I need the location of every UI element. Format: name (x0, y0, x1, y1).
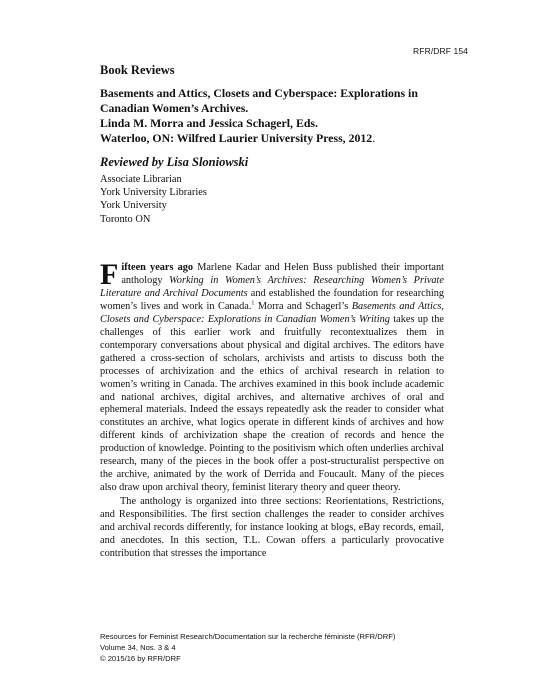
book-editors: Linda M. Morra and Jessica Schagerl, Eds. (100, 116, 318, 130)
opening-phrase: ifteen years ago (121, 262, 194, 273)
publisher-period: . (372, 131, 376, 145)
footer-copyright: © 2015/16 by RFR/DRF (100, 654, 181, 663)
reviewer-name: Reviewed by Lisa Sloniowski (100, 155, 249, 169)
text-run: and established the foundation for researching women’s lives and work in Canada. (100, 287, 445, 312)
footnote-ref: 1 (251, 300, 255, 307)
book-title-italic: Basements and Attics, Closets and Cyberspace: Explorations in Canadian Women’s Writing (100, 300, 444, 325)
paragraph-1 (100, 258, 445, 495)
book-title-italic: Working in Women’s Archives: Researching Women’s Private Literature and Archival Documents (100, 274, 444, 299)
text-run: Morra and Schagerl’s (254, 300, 352, 312)
publisher-text: Waterloo, ON: Wilfred Laurier University Press, 2012 (100, 131, 373, 145)
paragraph-2: The anthology is organized into three sections: Reorientations, Restrictions, and Responsibilities. The first section challenges the reader to consider archives and archival records differently, for instance looking at blogs, eBay records, email, and anecdotes. In this section, T.L. Cowan offers a particularly provocative contribution that stresses the importance (100, 496, 444, 559)
affiliation-line: Toronto ON (100, 213, 151, 225)
affiliation-line: York University (100, 200, 167, 212)
page-footer (100, 631, 395, 664)
book-title-line-1: Basements and Attics, Closets and Cyberspace: Explorations in (100, 86, 418, 100)
section-title: Book Reviews (100, 63, 175, 77)
review-body (100, 258, 445, 561)
text-run: Marlene Kadar and Helen Buss published their important anthology (121, 262, 445, 286)
text-run: takes up the challenges of this earlier work and fruitfully recontextualizes them in contemporary conversations about physical and digital archives. The editors have gathered a cross-section of scholars, archivists and artists to discuss both the processes of archivization and the ethics of archival research in relation to women’s writing in Canada. The archives examined in this book include academic and national archives, digital archives, and alternative archives of oral and ephemeral materials. Indeed the essays repeatedly ask the reader to consider what constitutes an archive, what logics operate in different kinds of archives and how different kinds of archivization shape the creation of records and hence the production of knowledge. Pointing to the positivism which often underlies archival research, many of the pieces in the book offer a post-structuralist perspective on the archive, animated by the work of Derrida and Foucault. Many of the pieces also draw upon archival theory, feminist literary theory and queer theory. (100, 313, 445, 494)
book-publisher (100, 131, 460, 146)
book-citation (100, 86, 460, 146)
drop-cap: F (100, 258, 119, 291)
book-title-line-2: Canadian Women’s Archives. (100, 101, 249, 115)
affiliation-line: Associate Librarian (100, 174, 182, 185)
affiliation-line: York University Libraries (100, 187, 207, 199)
footer-journal: Resources for Feminist Research/Documentation sur la recherche féministe (RFR/DRF) (100, 632, 396, 641)
reviewer-affiliation (100, 173, 207, 226)
footer-volume: Volume 34, Nos. 3 & 4 (100, 643, 176, 652)
page-number: RFR/DRF 154 (413, 46, 468, 56)
